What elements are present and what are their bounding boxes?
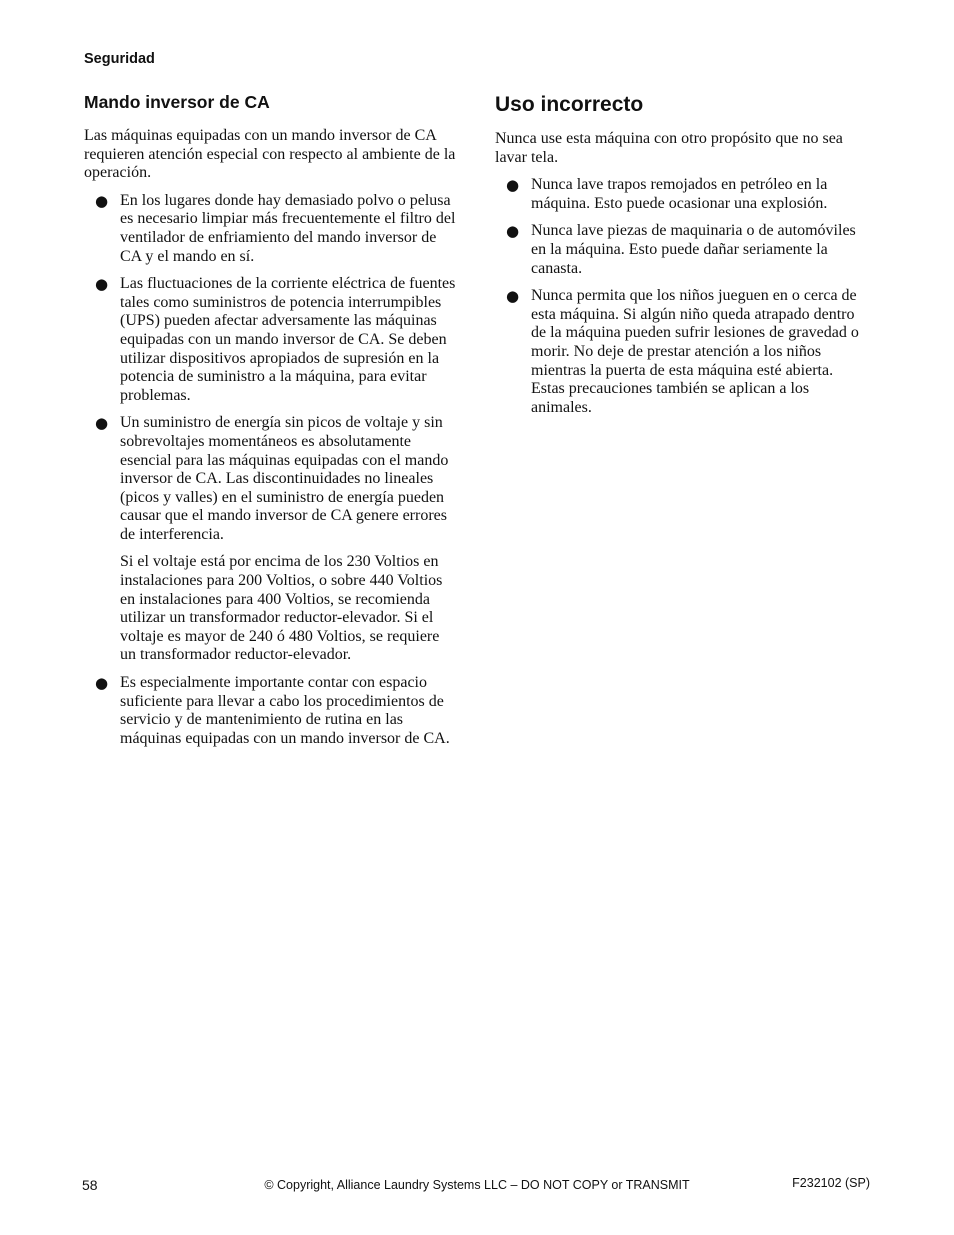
misuse-intro: Nunca use esta máquina con otro propósito que no sea lavar tela.	[495, 130, 843, 166]
ac-drive-bullet-list	[84, 192, 458, 749]
bullet-icon: ●	[95, 191, 109, 210]
misuse-bullet-list	[495, 176, 870, 417]
list-item	[495, 287, 870, 417]
list-item	[84, 275, 458, 405]
section-title-misuse: Uso incorrecto	[495, 93, 644, 116]
list-item	[84, 674, 458, 748]
ac-drive-body	[84, 127, 458, 748]
page-number: 58	[82, 1177, 98, 1193]
misuse-body	[495, 130, 870, 417]
list-item-text: Es especialmente importante contar con espacio suficiente para llevar a cabo los procedimientos de servicio y de mantenimiento de rutina en las máquinas equipadas con un mando inversor de CA.	[120, 674, 450, 747]
list-item-text: Nunca lave trapos remojados en petróleo en la máquina. Esto puede ocasionar una explosión.	[531, 176, 828, 212]
section-label: Seguridad	[84, 51, 155, 67]
bullet-icon: ●	[506, 176, 520, 195]
copyright-notice: © Copyright, Alliance Laundry Systems LLC – DO NOT COPY or TRANSMIT	[264, 1178, 690, 1192]
voltage-note: Si el voltaje está por encima de los 230 Voltios en instalaciones para 200 Voltios, o sobre 440 Voltios en instalaciones para 400 Voltios, se recomienda utilizar un transformador reductor-elevador. Si el voltaje es mayor de 240 ó 480 Voltios, se requiere un transformador reductor-elevador.	[120, 553, 443, 664]
list-item	[84, 414, 458, 665]
list-item	[84, 192, 458, 266]
list-item-text: Un suministro de energía sin picos de voltaje y sin sobrevoltajes momentáneos es absolutamente esencial para las máquinas equipadas con el mando inversor de CA. Las discontinuidades no lineales (picos y valles) en el suministro de energía pueden causar que el mando inversor de CA genere errores de interferencia.	[120, 414, 449, 543]
list-item-text: Nunca permita que los niños jueguen en o cerca de esta máquina. Si algún niño queda atrapado dentro de la máquina pueden sufrir lesiones de gravedad o morir. No deje de prestar atención a los niños mientras la puerta de esta máquina esté abierta. Estas precauciones también se aplican a los animales.	[531, 287, 859, 416]
section-title-ac-drive: Mando inversor de CA	[84, 92, 270, 112]
list-item	[495, 176, 870, 213]
ac-drive-intro: Las máquinas equipadas con un mando inversor de CA requieren atención especial con respecto al ambiente de la operación.	[84, 127, 456, 182]
list-item-text: En los lugares donde hay demasiado polvo o pelusa es necesario limpiar más frecuentemente el filtro del ventilador de enfriamiento del mando inversor de CA y el mando en sí.	[120, 191, 456, 265]
bullet-icon: ●	[506, 287, 520, 306]
bullet-icon: ●	[506, 222, 520, 241]
list-item	[495, 222, 870, 278]
bullet-icon: ●	[95, 414, 109, 433]
bullet-icon: ●	[95, 674, 109, 693]
bullet-icon: ●	[95, 275, 109, 294]
document-code: F232102 (SP)	[792, 1176, 870, 1190]
list-item-text: Nunca lave piezas de maquinaria o de automóviles en la máquina. Esto puede dañar seriamente la canasta.	[531, 222, 856, 277]
list-item-text: Las fluctuaciones de la corriente eléctrica de fuentes tales como suministros de potencia interrumpibles (UPS) pueden afectar adversamente las máquinas equipadas con un mando inversor de CA. Se deben utilizar dispositivos apropiados de supresión en la potencia de suministro a la máquina, para evitar problemas.	[120, 275, 456, 404]
